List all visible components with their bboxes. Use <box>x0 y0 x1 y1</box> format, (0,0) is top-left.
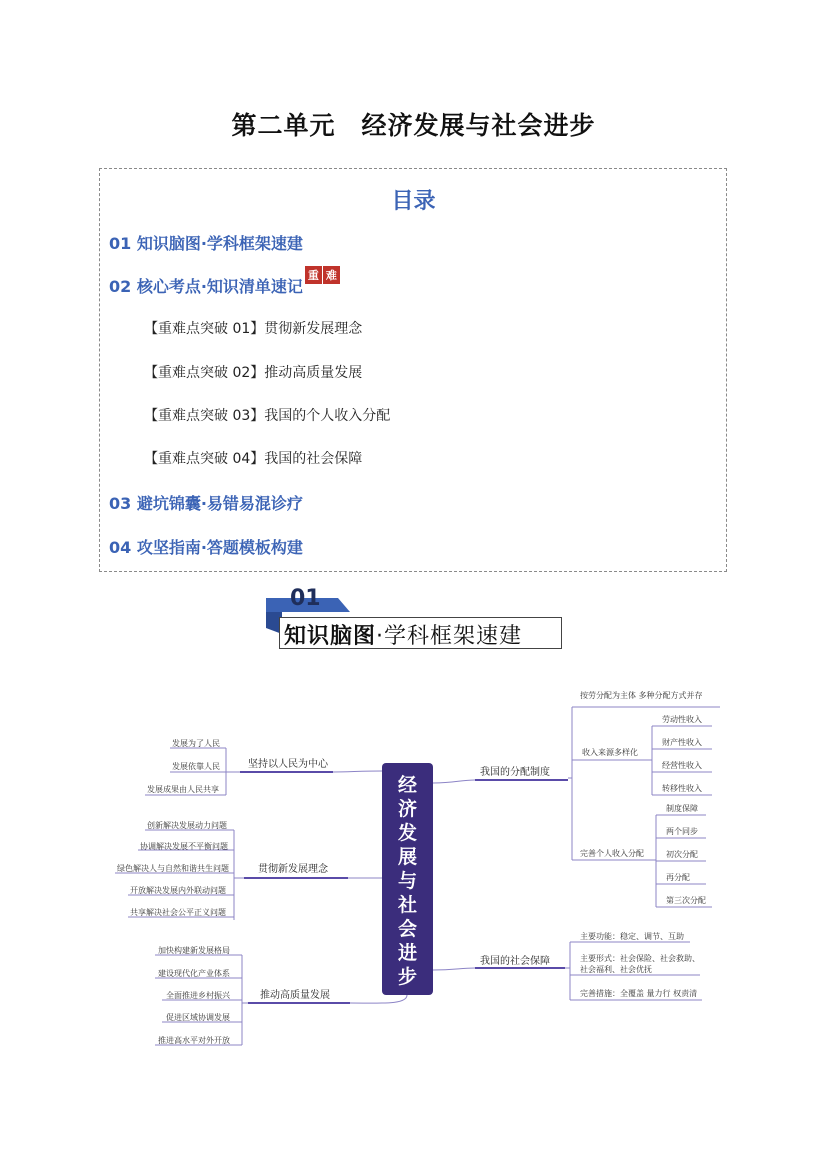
leaf-item: 制度保障 <box>666 804 698 813</box>
leaf-item: 绿色解决人与自然和谐共生问题 <box>117 864 229 873</box>
leaf-item: 主要功能：稳定、调节、互助 <box>580 932 684 941</box>
branch-high-quality-development: 推动高质量发展 <box>260 990 330 1001</box>
toc-section-04[interactable]: 04 攻坚指南·答题模板构建 <box>109 538 303 557</box>
center-char: 济 <box>397 798 417 820</box>
leaf-item: 再分配 <box>666 873 690 882</box>
leaf-item: 财产性收入 <box>662 738 702 747</box>
center-char: 进 <box>397 942 417 964</box>
toc-sub-02[interactable]: 【重难点突破 02】推动高质量发展 <box>144 365 363 381</box>
center-char: 步 <box>397 966 417 988</box>
key-difficult-badge: 重 难 <box>305 264 341 284</box>
leaf-item: 发展成果由人民共享 <box>147 785 219 794</box>
center-char: 社 <box>397 894 417 916</box>
leaf-item: 两个同步 <box>666 827 698 836</box>
leaf-item: 劳动性收入 <box>662 715 702 724</box>
leaf-item: 发展依靠人民 <box>172 762 220 771</box>
leaf-item: 促进区域协调发展 <box>166 1013 230 1022</box>
banner-title: 知识脑图·学科框架速建 <box>284 624 523 649</box>
branch-social-security: 我国的社会保障 <box>480 956 550 967</box>
toc-sub-01[interactable]: 【重难点突破 01】贯彻新发展理念 <box>144 321 363 337</box>
center-char: 发 <box>397 822 417 844</box>
branch-people-centered: 坚持以人民为中心 <box>248 759 328 770</box>
leaf-item: 创新解决发展动力问题 <box>147 821 227 830</box>
leaf-item: 加快构建新发展格局 <box>158 946 230 955</box>
leaf-item: 经营性收入 <box>662 761 702 770</box>
toc-section-02-label: 02 核心考点·知识清单速记 <box>109 277 303 296</box>
leaf-item: 完善个人收入分配 <box>580 849 644 858</box>
leaf-item: 初次分配 <box>666 850 698 859</box>
toc-heading: 目录 <box>391 189 436 214</box>
leaf-item: 转移性收入 <box>662 784 702 793</box>
leaf-item: 完善措施：全覆盖 量力行 权责清 <box>580 989 698 998</box>
leaf-item: 协调解决发展不平衡问题 <box>140 842 228 851</box>
leaf-item: 建设现代化产业体系 <box>158 969 230 978</box>
banner-number: 01 <box>290 586 321 611</box>
leaf-item: 社会福利、社会优抚 <box>580 965 652 974</box>
leaf-item: 按劳分配为主体 多种分配方式并存 <box>580 691 703 700</box>
toc-sub-03[interactable]: 【重难点突破 03】我国的个人收入分配 <box>144 408 391 424</box>
leaf-item: 开放解决发展内外联动问题 <box>130 886 226 895</box>
leaf-item: 全面推进乡村振兴 <box>166 991 230 1000</box>
leaf-item: 推进高水平对外开放 <box>158 1036 230 1045</box>
leaf-item: 主要形式：社会保险、社会救助、 <box>580 954 700 963</box>
leaf-item: 收入来源多样化 <box>582 748 638 757</box>
page-title: 第二单元 经济发展与社会进步 <box>231 111 596 140</box>
center-char: 展 <box>397 846 417 868</box>
branch-distribution-system: 我国的分配制度 <box>480 767 550 778</box>
leaf-item: 发展为了人民 <box>172 739 220 748</box>
center-char: 与 <box>397 870 417 892</box>
leaf-item: 共享解决社会公平正义问题 <box>130 908 226 917</box>
center-char: 会 <box>397 918 417 940</box>
branch-new-development-concept: 贯彻新发展理念 <box>258 864 328 875</box>
toc-section-01[interactable]: 01 知识脑图·学科框架速建 <box>109 234 303 253</box>
toc-sub-04[interactable]: 【重难点突破 04】我国的社会保障 <box>144 451 363 467</box>
leaf-item: 第三次分配 <box>666 896 706 905</box>
toc-section-03[interactable]: 03 避坑锦囊·易错易混诊疗 <box>109 494 303 513</box>
center-char: 经 <box>397 774 417 796</box>
